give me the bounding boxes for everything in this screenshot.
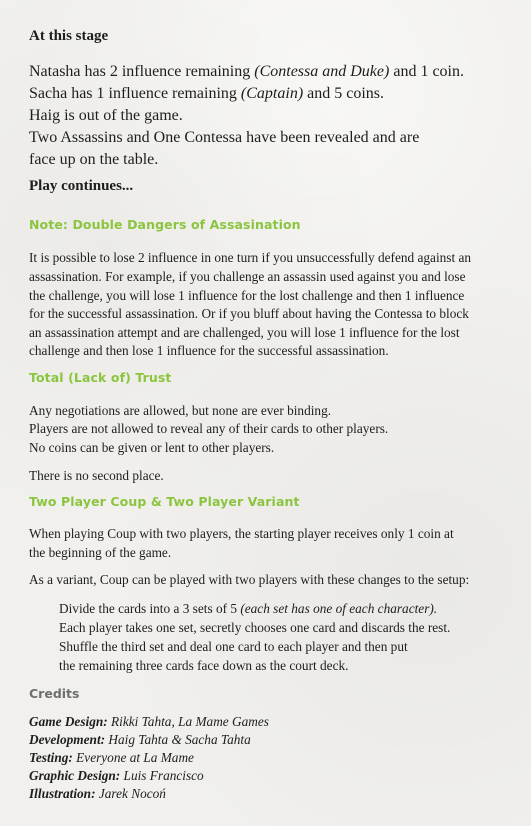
trust-line: Players are not allowed to reveal any of their cards to other players.	[29, 421, 389, 436]
variant-step-shuffle: Shuffle the third set and deal one card to each player and then put	[59, 639, 408, 654]
trust-line: Any negotiations are allowed, but none are ever binding.	[29, 403, 332, 418]
note-line: challenge and then lose 1 influence for the successful assassination.	[29, 343, 389, 358]
variant-step-take: Each player takes one set, secretly chooses one card and discards the rest.	[59, 620, 451, 635]
two-player-line: When playing Coup with two players, the starting player receives only 1 coin at	[29, 526, 454, 541]
trust-heading: Total (Lack of) Trust	[29, 370, 172, 385]
note-line: for the successful assassination. Or if you bluff about having the Contessa to block	[29, 306, 469, 321]
stage-line-table: face up on the table.	[29, 151, 159, 168]
stage-line-haig: Haig is out of the game.	[29, 107, 183, 124]
play-continues: Play continues...	[29, 178, 134, 194]
variant-intro: As a variant, Coup can be played with two players with these changes to the setup:	[29, 572, 470, 587]
trust-second-place: There is no second place.	[29, 468, 164, 483]
credit-line: Development: Haig Tahta & Sacha Tahta	[29, 732, 251, 747]
variant-step-divide: Divide the cards into a 3 sets of 5 (each set has one of each character).	[59, 601, 438, 616]
credits-heading: Credits	[29, 686, 80, 701]
credit-line: Testing: Everyone at La Mame	[29, 750, 194, 765]
stage-line-revealed: Two Assassins and One Contessa have been revealed and are	[29, 129, 420, 146]
note-line: assassination. For example, if you challenge an assassin used against you and lose	[29, 269, 466, 284]
note-heading: Note: Double Dangers of Assasination	[29, 217, 301, 232]
stage-line-natasha: Natasha has 2 influence remaining (Contessa and Duke) and 1 coin.	[29, 63, 464, 80]
trust-line: No coins can be given or lent to other players.	[29, 440, 275, 455]
note-line: It is possible to lose 2 influence in one turn if you unsuccessfully defend against an	[29, 250, 472, 265]
variant-step-court: the remaining three cards face down as the court deck.	[59, 658, 349, 673]
credit-line: Game Design: Rikki Tahta, La Mame Games	[29, 714, 269, 729]
stage-heading: At this stage	[29, 28, 109, 44]
note-line: the challenge, you will lose 1 influence for the lost challenge and then 1 influence	[29, 288, 465, 303]
two-player-heading: Two Player Coup & Two Player Variant	[29, 494, 300, 509]
credit-line: Graphic Design: Luis Francisco	[29, 768, 204, 783]
credit-line: Illustration: Jarek Nocoń	[29, 786, 166, 801]
note-line: an assassination attempt and are challenged, you will lose 1 influence for the lost	[29, 325, 460, 340]
stage-line-sacha: Sacha has 1 influence remaining (Captain) and 5 coins.	[29, 85, 385, 102]
two-player-line: the beginning of the game.	[29, 545, 172, 560]
